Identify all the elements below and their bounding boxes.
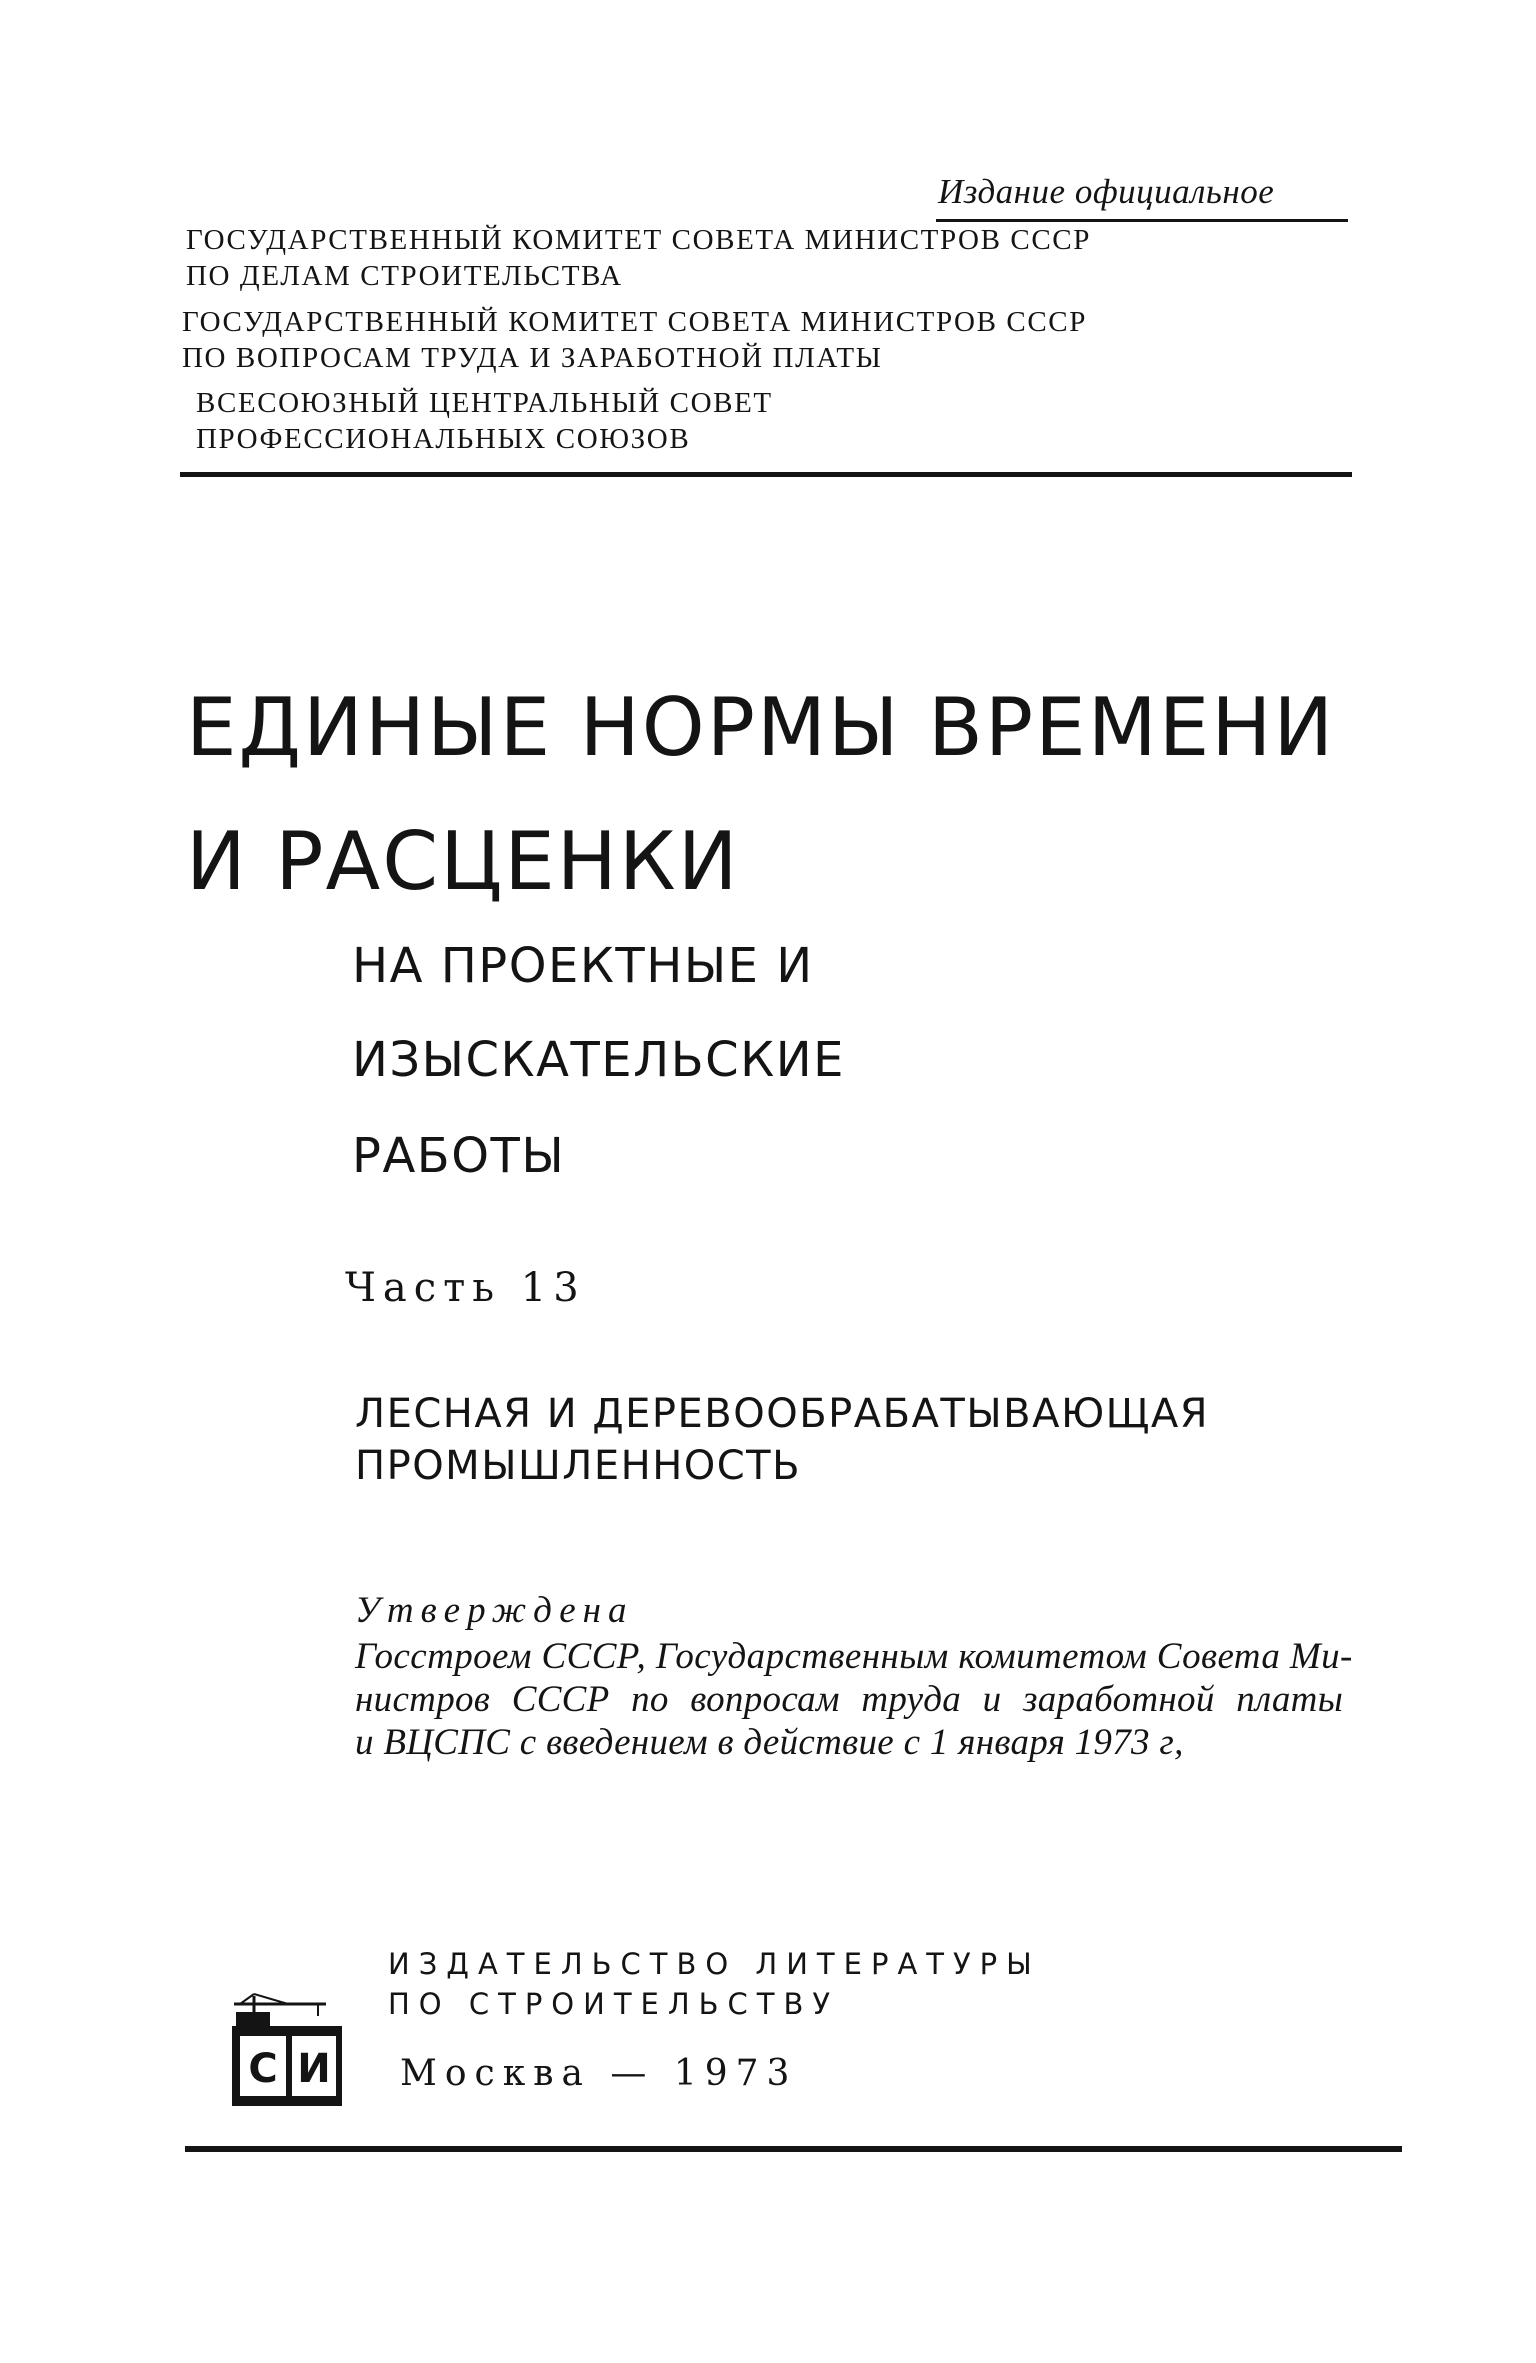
- header-divider: [180, 472, 1352, 477]
- organization-line: ВСЕСОЮЗНЫЙ ЦЕНТРАЛЬНЫЙ СОВЕТ: [196, 387, 773, 419]
- organization-goskomtrud: [182, 304, 1087, 376]
- publisher-name-line-2: ПО СТРОИТЕЛЬСТВУ: [388, 1987, 840, 2021]
- approval-text-line-3: и ВЦСПС с введением в действие с 1 января 1973 г,: [355, 1722, 1184, 1763]
- organization-line: ГОСУДАРСТВЕННЫЙ КОМИТЕТ СОВЕТА МИНИСТРОВ СССР: [182, 306, 1087, 338]
- subtitle-line-3: РАБОТЫ: [352, 1128, 566, 1184]
- publisher-logo-icon: [228, 1990, 348, 2110]
- part-number: Часть 13: [345, 1265, 586, 1311]
- footer-divider: [185, 2146, 1402, 2152]
- city-and-year: Москва — 1973: [400, 2053, 798, 2094]
- main-title-line-1: ЕДИНЫЕ НОРМЫ ВРЕМЕНИ: [186, 681, 1336, 774]
- section-title-line-1: ЛЕСНАЯ И ДЕРЕВООБРАБАТЫВАЮЩАЯ: [355, 1391, 1210, 1437]
- approval-text-line-2: нистров СССР по вопросам труда и заработной платы: [355, 1679, 1344, 1720]
- section-title-line-2: ПРОМЫШЛЕННОСТЬ: [355, 1443, 802, 1489]
- organization-gosstroy: [186, 222, 1091, 294]
- approval-label: Утверждена: [355, 1590, 634, 1631]
- publisher-name-line-1: ИЗДАТЕЛЬСТВО ЛИТЕРАТУРЫ: [388, 1947, 1041, 1981]
- approval-text-line-1: Госстроем СССР, Государственным комитетом Совета Ми-: [355, 1636, 1353, 1677]
- organization-line: ПО ВОПРОСАМ ТРУДА И ЗАРАБОТНОЙ ПЛАТЫ: [182, 342, 883, 374]
- organization-line: ПРОФЕССИОНАЛЬНЫХ СОЮЗОВ: [196, 423, 691, 455]
- organization-vtssps: [196, 385, 773, 457]
- subtitle-line-1: НА ПРОЕКТНЫЕ И: [352, 938, 814, 994]
- main-title-line-2: И РАСЦЕНКИ: [186, 815, 740, 908]
- official-edition-note: Издание официальное: [938, 172, 1275, 211]
- organization-line: ПО ДЕЛАМ СТРОИТЕЛЬСТВА: [186, 260, 623, 292]
- logo-letter-s: С: [248, 2046, 278, 2092]
- organization-line: ГОСУДАРСТВЕННЫЙ КОМИТЕТ СОВЕТА МИНИСТРОВ СССР: [186, 224, 1091, 256]
- subtitle-line-2: ИЗЫСКАТЕЛЬСКИЕ: [352, 1032, 845, 1088]
- logo-letter-i: И: [297, 2046, 331, 2092]
